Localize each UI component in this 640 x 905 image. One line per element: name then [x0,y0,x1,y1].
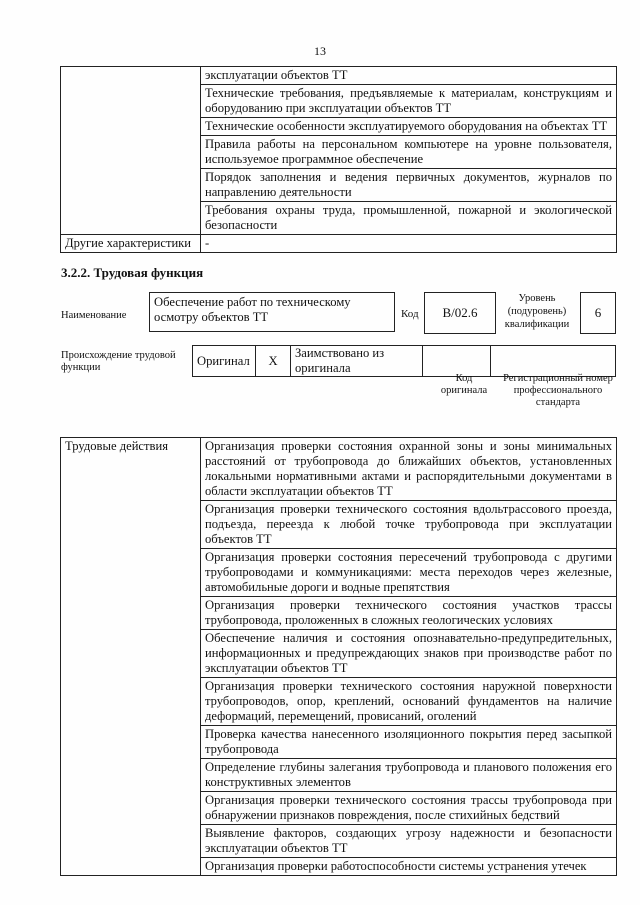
other-characteristics-value: - [201,235,617,253]
page-number: 13 [314,44,326,58]
knowledge-item: эксплуатации объектов ТТ [201,67,617,85]
labor-action-item: Организация проверки технического состояния наружной поверхности трубопроводов, опор, креплений, оснований фундаментов на наличие деформаций, перемещений, провисаний, оголений [201,678,617,726]
labor-actions-table [60,437,617,876]
labor-action-item: Организация проверки состояния охранной зоны и зоны минимальных расстояний от трубопровода до ближайших объектов, установленных локальными нормативными актами и распорядительными документами в области эксплуатации объектов ТТ [201,438,617,501]
original-label: Оригинал [193,346,256,377]
level-label: Уровень (подуровень) квалификации [504,293,570,330]
labor-action-item: Организация проверки технического состояния трассы трубопровода при обнаружении признаков повреждения, после стихийных бедствий [201,792,617,825]
code-label: Код [401,308,419,320]
knowledge-item: Технические особенности эксплуатируемого оборудования на объектах ТТ [201,118,617,136]
knowledge-label-cell [61,67,201,235]
knowledge-item: Порядок заполнения и ведения первичных документов, журналов по направлению деятельности [201,169,617,202]
name-label: Наименование [61,310,127,321]
knowledge-item: Правила работы на персональном компьютере на уровне пользователя, используемое программное обеспечение [201,136,617,169]
knowledge-item: Требования охраны труда, промышленной, пожарной и экологической безопасности [201,202,617,235]
original-code-cell [423,346,491,377]
qualification-level-box: 6 [580,292,616,334]
original-mark: X [256,346,291,377]
labor-action-item: Организация проверки работоспособности системы устранения утечек [201,858,617,876]
other-characteristics-label: Другие характеристики [61,235,201,253]
borrowed-label: Заимствовано из оригинала [291,346,423,377]
function-name-box: Обеспечение работ по техническому осмотру объектов ТТ [149,292,395,332]
origin-label: Происхождение трудовой функции [61,350,176,373]
section-title: 3.2.2. Трудовая функция [61,265,204,280]
function-code-box: B/02.6 [424,292,496,334]
labor-action-item: Обеспечение наличия и состояния опознавательно-предупредительных, информационных и предупреждающих знаков при производстве работ по эксплуатации объектов ТТ [201,630,617,678]
registration-number-caption: Регистрационный номер профессионального стандарта [503,373,613,408]
labor-action-item: Определение глубины залегания трубопровода и планового положения его конструктивных элементов [201,759,617,792]
original-code-caption: Код оригинала [440,373,488,396]
labor-action-item: Организация проверки технического состояния участков трассы трубопровода, проложенных в сложных геологических условиях [201,597,617,630]
labor-action-item: Организация проверки состояния пересечений трубопровода с другими трубопроводами и коммуникациями: места переходов через железные, автомобильные дороги и водные препятствия [201,549,617,597]
labor-action-item: Выявление факторов, создающих угрозу надежности и безопасности эксплуатации объектов ТТ [201,825,617,858]
labor-actions-label: Трудовые действия [61,438,201,876]
registration-number-cell [491,346,616,377]
labor-action-item: Проверка качества нанесенного изоляционного покрытия перед засыпкой трубопровода [201,726,617,759]
labor-action-item: Организация проверки технического состояния вдольтрассового проезда, подъезда, переезда к любой точке трубопровода при эксплуатации объектов ТТ [201,501,617,549]
knowledge-table [60,66,617,253]
knowledge-item: Технические требования, предъявляемые к материалам, конструкциям и оборудованию при эксплуатации объектов ТТ [201,85,617,118]
